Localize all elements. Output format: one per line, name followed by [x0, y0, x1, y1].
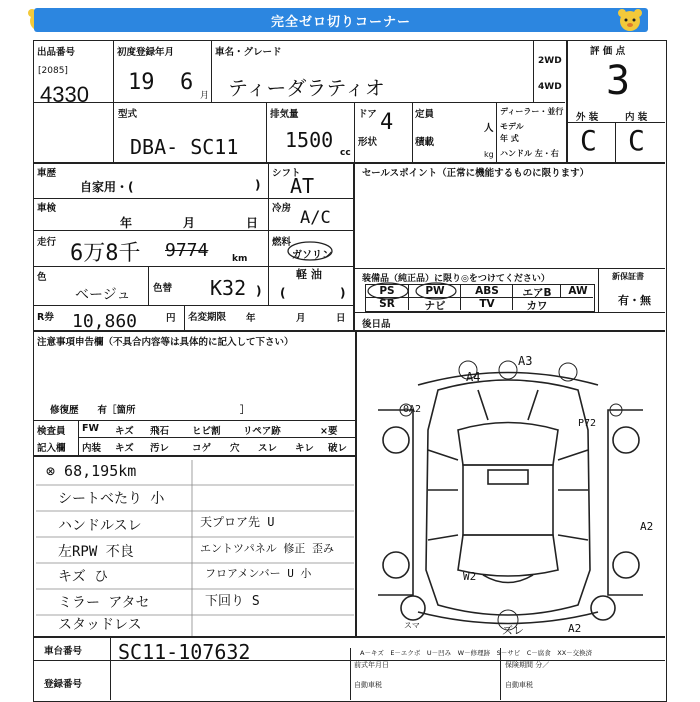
equip-aw: AW: [568, 285, 588, 297]
person-unit: 人: [484, 123, 494, 134]
score-label: 評 価 点: [590, 46, 626, 57]
damage-mark: A4: [466, 370, 481, 384]
displacement: 1500: [285, 128, 334, 152]
car-name: ティーダラティオ: [228, 76, 385, 100]
equip-abs: ABS: [475, 285, 499, 297]
inspector-row-divider: [78, 437, 355, 438]
inspection-year: 年: [120, 216, 133, 230]
model-code: DBA- SC11: [130, 135, 239, 159]
damage-mark: A2: [640, 520, 654, 533]
name-change-year: 年: [246, 313, 256, 324]
fuel-circle-mark: [286, 240, 334, 262]
nai-item-rub: スレ: [258, 443, 278, 454]
displacement-label: 排気量: [270, 109, 299, 120]
note-line: 左RPW 不良: [58, 544, 134, 560]
entry-label: 記入欄: [37, 443, 66, 454]
lot-code: [2085]: [38, 66, 68, 76]
nai-item-burn: コゲ: [192, 443, 212, 454]
ac-value: A/C: [300, 208, 331, 228]
chassis-number: SC11-107632: [118, 640, 251, 664]
equip-pw-circle: [414, 282, 458, 300]
shape-label: 形状: [358, 137, 378, 148]
capacity-label: 定員: [415, 109, 435, 120]
equip-tv: TV: [479, 298, 495, 310]
name-change-day: 日: [336, 313, 346, 324]
fw-item-scratch: キズ: [115, 426, 134, 437]
fuel-paren-open: (: [280, 286, 286, 300]
equip-sr: SR: [379, 298, 395, 310]
damage-mark: スマ: [404, 621, 420, 630]
note-line: シートベたり 小: [58, 491, 165, 507]
checker-label: 検査員: [37, 426, 66, 437]
nai-item-tear: 破レ: [328, 443, 348, 454]
kg-unit: kg: [484, 150, 494, 159]
fw-item-repair: リペア跡: [243, 426, 281, 437]
form-hint: 自動車税: [505, 681, 533, 689]
nai-item-dirt: 汚レ: [150, 443, 170, 454]
note-line: キズ ひ: [58, 569, 109, 585]
month-unit: 月: [200, 91, 210, 101]
note-line-side: フロアメンバー U 小: [205, 567, 312, 580]
lot-number-label: 出品番号: [37, 47, 76, 58]
note-line-side: 天プロア先 U: [200, 515, 275, 529]
yen-unit: 円: [166, 313, 176, 324]
nai-key: 内装: [82, 443, 102, 454]
shift-value: AT: [290, 174, 315, 198]
exterior-grade: C: [580, 124, 597, 157]
fw-key: FW: [82, 423, 99, 434]
dealer-label: ディーラー・並行: [500, 107, 564, 116]
fuel-gasoline: ガソリン: [292, 250, 332, 261]
load-label: 積載: [415, 137, 435, 148]
name-change-month: 月: [296, 313, 306, 324]
note-line: ⊗ 68,195km: [46, 462, 137, 480]
recycle-fee: 10,860: [72, 311, 138, 332]
model-year-label: モデル: [500, 122, 524, 131]
fuel-label: 燃料: [272, 237, 292, 248]
car-name-label: 車名・グレード: [215, 47, 282, 58]
mileage-unit: km: [232, 254, 248, 264]
note-line: ハンドルスレ: [58, 518, 142, 534]
drive-2wd: 2WD: [538, 56, 562, 66]
lot-number: 4330: [40, 82, 89, 107]
equip-ps: PS: [379, 285, 395, 297]
damage-mark: A2: [568, 622, 582, 635]
inspection-month: 月: [183, 216, 196, 230]
note-line-side: 下回り S: [205, 594, 260, 609]
handle-label: ハンドル 左・右: [500, 149, 559, 158]
mileage: 6万8千: [70, 241, 141, 266]
nai-item-cut: キレ: [295, 443, 314, 454]
recycle-label: R券: [37, 312, 54, 323]
history-close: ): [255, 178, 261, 192]
new-warranty-label: 新保証書: [612, 272, 644, 281]
color-value: ベージュ: [75, 287, 131, 303]
form-hint: 保険期間 分／: [505, 661, 550, 669]
equip-ps-circle: [366, 282, 410, 300]
form-hint: 自動車税: [354, 681, 382, 689]
shift-label: シフト: [272, 168, 301, 179]
note-ruled-lines: [36, 460, 356, 636]
first-registration-year: 19: [128, 70, 155, 95]
notes-label: 注意事項申告欄（不具合内容等は具体的に記入して下さい）: [37, 337, 294, 348]
color-label: 色: [37, 272, 47, 283]
color-change-label: 色替: [153, 283, 173, 294]
warranty-yes-no: 有・無: [618, 294, 651, 307]
mileage-struck: 9774: [165, 240, 209, 261]
first-registration-month: 6: [180, 70, 194, 95]
registration-number-label: 登録番号: [44, 679, 83, 690]
inspection-day: 日: [246, 216, 259, 230]
damage-mark: ズレ: [502, 624, 524, 637]
ac-label: 冷房: [272, 203, 292, 214]
damage-legend: A－キズ E－エクボ U－凹み W－修理跡 S－サビ C－腐食 XX－交換済: [360, 649, 593, 657]
equip-leather: カワ: [526, 300, 548, 312]
chassis-number-label: 車台番号: [44, 646, 83, 657]
first-registration-label: 初度登録年月: [117, 47, 175, 58]
after-day-label: 後日品: [362, 319, 391, 330]
inspection-label: 車検: [37, 203, 57, 214]
sales-point-label: セールスポイント（正常に機能するものに限ります）: [362, 168, 590, 179]
mileage-label: 走行: [37, 237, 57, 248]
score: 3: [606, 58, 631, 104]
page-title: 完全ゼロ切りコーナー: [34, 8, 648, 32]
form-hint: 前式年月日: [354, 661, 389, 669]
damage-mark: A3: [518, 354, 533, 368]
repair-history-label: 修復歴 有［箇所 ］: [50, 405, 250, 416]
equip-pw: PW: [425, 285, 445, 297]
note-line: スタッドレス: [58, 617, 142, 633]
door-label: ドア: [358, 109, 377, 120]
doors: 4: [380, 110, 394, 135]
nai-item-scratch: キズ: [115, 443, 134, 454]
fw-item-replace: ×要: [320, 426, 338, 437]
car-damage-diagram: [358, 350, 663, 640]
equipment-label: 装備品（純正品）に限り◎をつけてください）: [362, 274, 550, 284]
fw-item-chip: 飛石: [150, 426, 170, 437]
fuel-diesel: 軽 油: [296, 268, 322, 281]
name-change-label: 名変期限: [188, 312, 227, 323]
displacement-unit: cc: [340, 148, 351, 158]
damage-mark: 0A2: [403, 404, 422, 415]
interior-grade: C: [628, 124, 645, 157]
model-label: 型式: [118, 109, 138, 120]
interior-label: 内 装: [625, 112, 648, 123]
equip-airbag: エアB: [522, 287, 552, 299]
damage-mark: W2: [463, 570, 477, 583]
bear-mascot-right-icon: [616, 6, 644, 34]
nai-item-hole: 穴: [230, 443, 240, 454]
color-close: ): [256, 284, 262, 298]
exterior-label: 外 装: [576, 112, 599, 123]
fuel-paren-close: ): [340, 286, 346, 300]
equip-navi: ナビ: [424, 300, 446, 312]
history-label: 車歴: [37, 168, 57, 179]
color-code: K32: [210, 276, 247, 300]
year-label: 年 式: [500, 134, 519, 143]
note-line: ミラー アタセ: [58, 595, 150, 611]
drive-4wd: 4WD: [538, 82, 562, 92]
damage-mark: P72: [578, 418, 597, 429]
fw-item-crack: ヒビ割: [192, 426, 221, 437]
note-line-side: エントツパネル 修正 歪み: [200, 542, 335, 555]
private-use: 自家用・(: [80, 180, 134, 194]
